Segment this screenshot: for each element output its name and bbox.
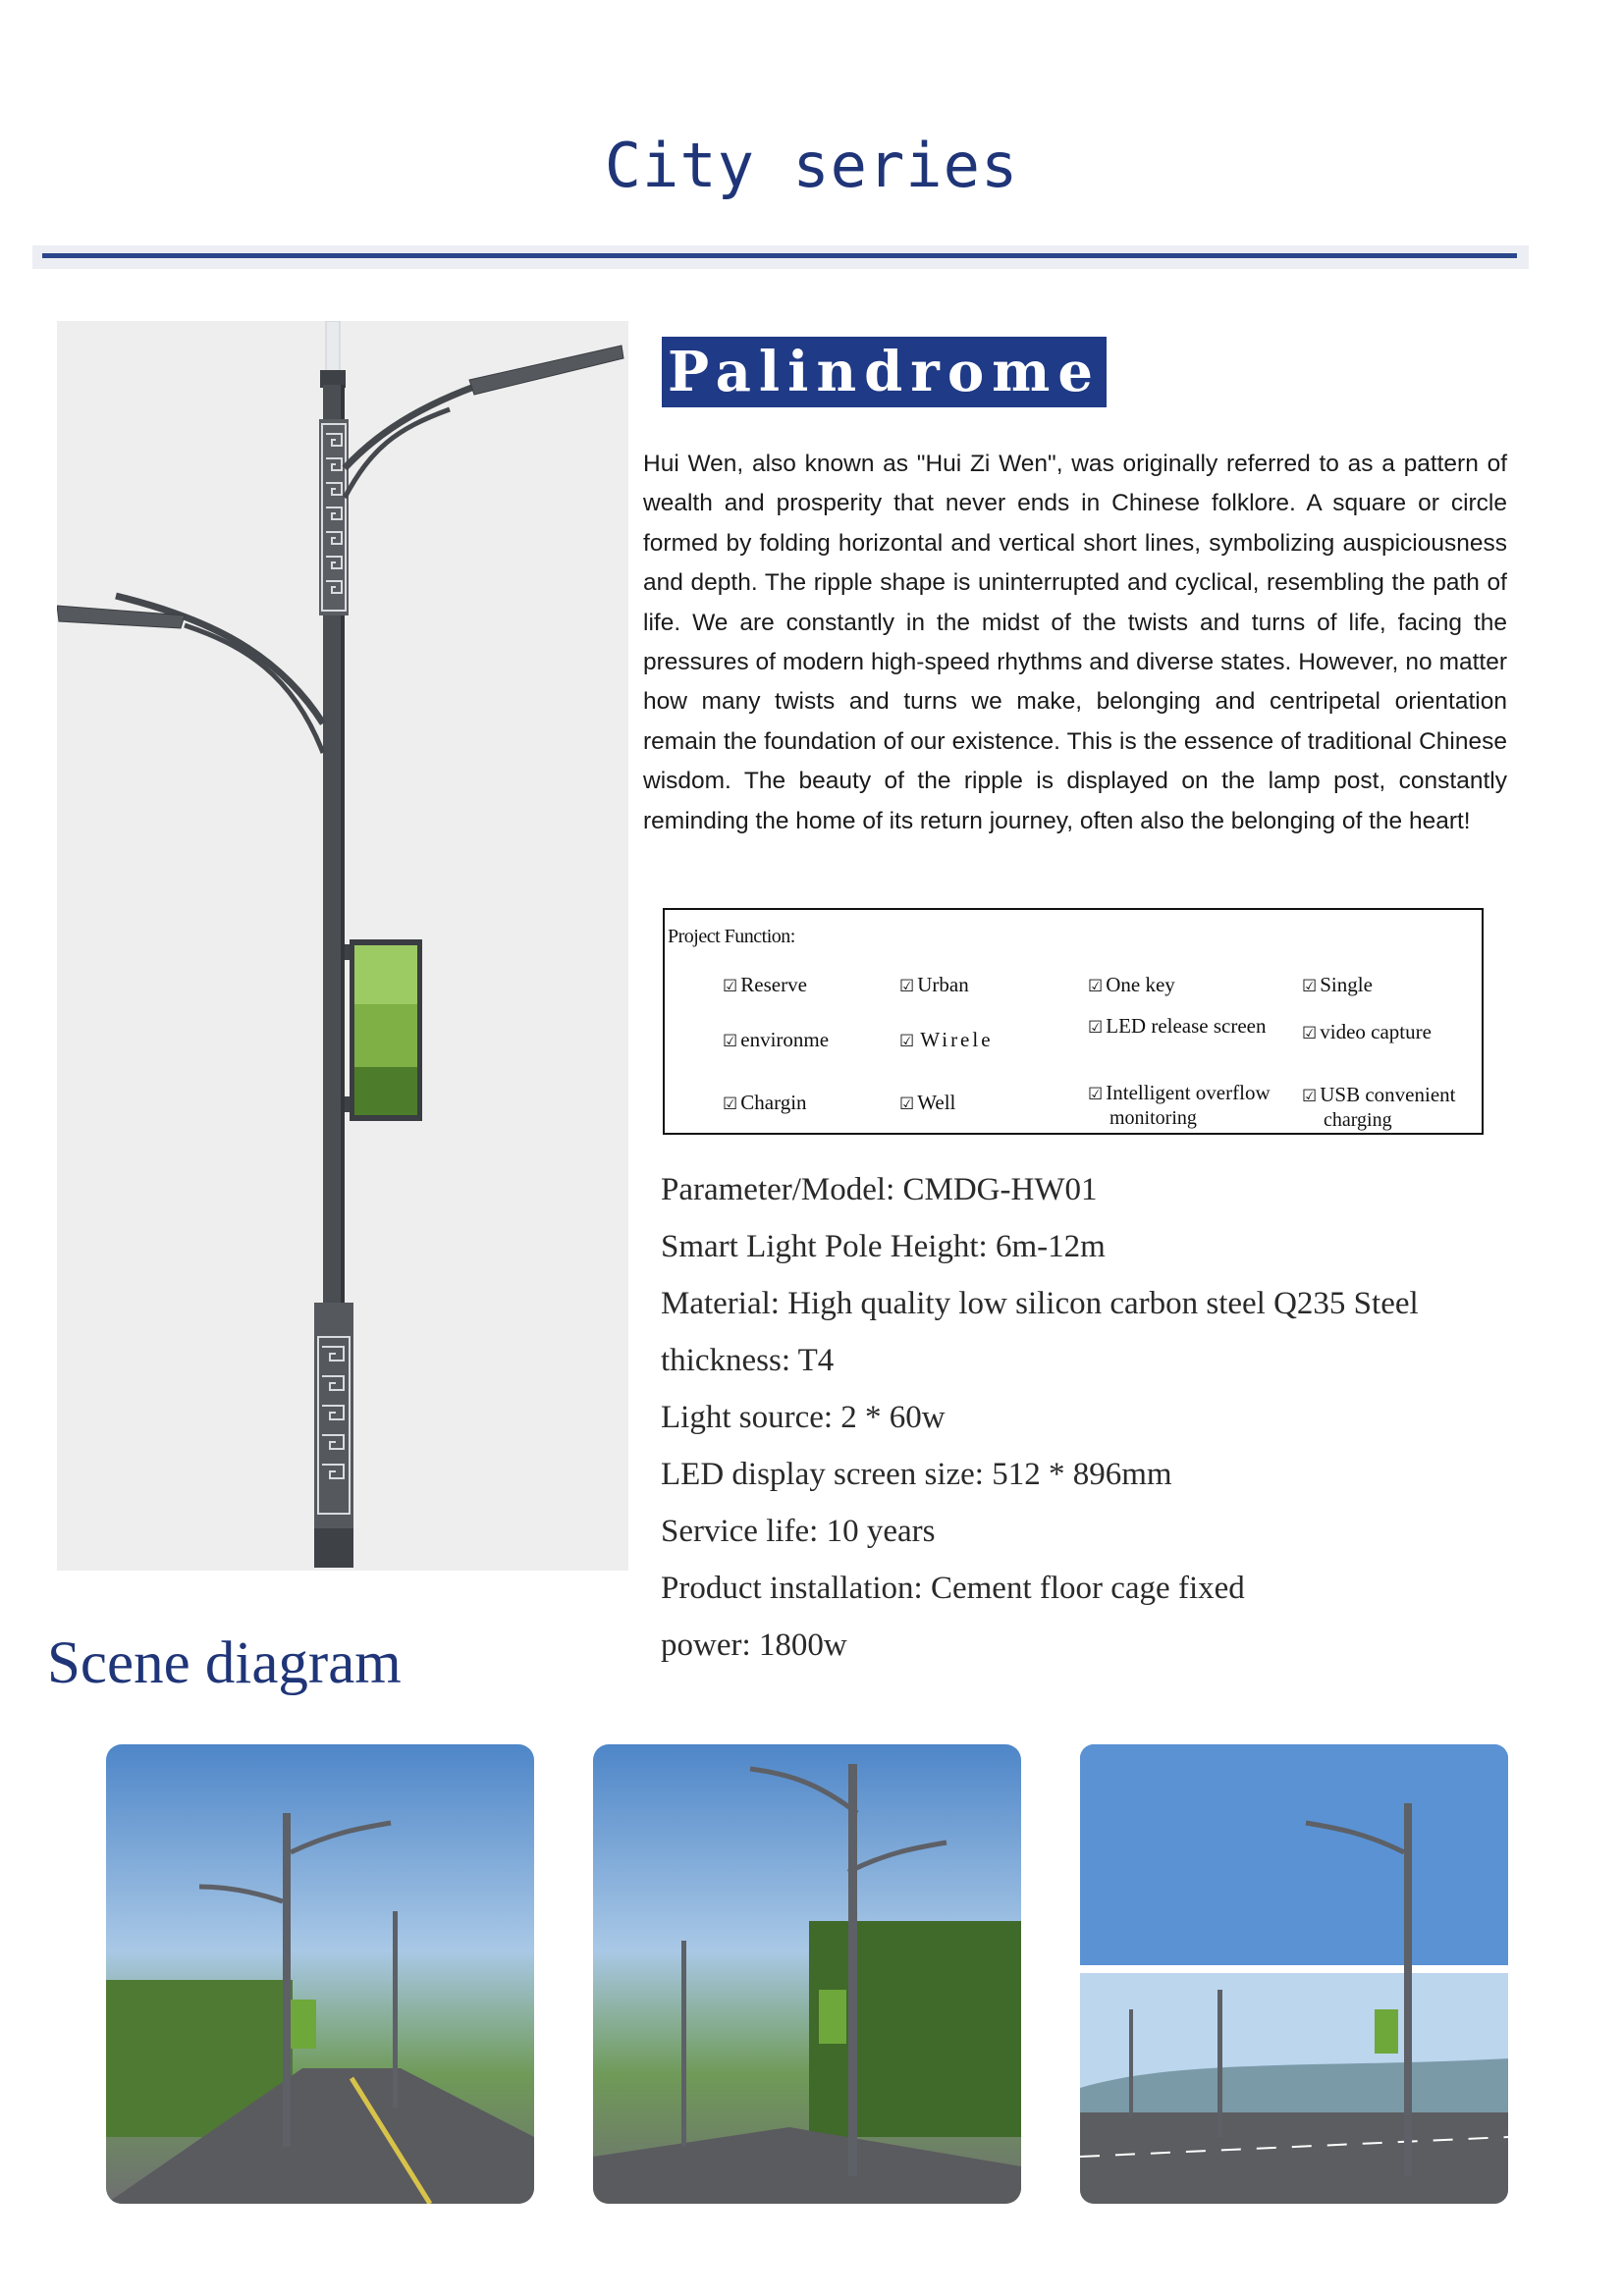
street-scene-illustration <box>106 1744 534 2204</box>
function-item: ☑ Chargin <box>723 1091 807 1114</box>
function-item: ☑ Reserve <box>723 973 807 996</box>
parameter-row: Parameter/Model: CMDG-HW01 <box>661 1172 1098 1207</box>
parameter-row: Light source: 2 * 60w <box>661 1400 946 1435</box>
parameter-row: Service life: 10 years <box>661 1514 936 1549</box>
parameter-row: Product installation: Cement floor cage fixed <box>661 1571 1245 1606</box>
checkbox-checked-icon: ☑ <box>1088 1018 1104 1038</box>
checkbox-checked-icon: ☑ <box>899 1032 918 1051</box>
checkbox-checked-icon: ☑ <box>899 1095 915 1114</box>
scene-photo-1 <box>106 1744 534 2204</box>
parameter-list <box>661 1161 1419 1674</box>
project-function-box <box>663 908 1484 1135</box>
street-scene-illustration <box>593 1744 1021 2204</box>
scene-photo-3 <box>1080 1744 1508 2204</box>
checkbox-checked-icon: ☑ <box>723 1032 738 1051</box>
function-item: ☑ Urban <box>899 973 969 996</box>
function-item: ☑ Well <box>899 1091 956 1114</box>
function-item: ☑ Single <box>1302 973 1373 996</box>
page-title: City series <box>604 130 1019 201</box>
function-item: ☑ USB convenient charging <box>1302 1083 1456 1131</box>
project-function-title: Project Function: <box>668 926 795 947</box>
checkbox-checked-icon: ☑ <box>1302 1087 1318 1106</box>
street-scene-illustration <box>1080 1744 1508 2204</box>
parameter-row: LED display screen size: 512 * 896mm <box>661 1457 1172 1492</box>
light-pole-illustration <box>57 321 628 1571</box>
parameter-row: power: 1800w <box>661 1628 847 1663</box>
product-description: Hui Wen, also known as "Hui Zi Wen", was originally referred to as a pattern of wealth and prosperity that never ends in Chinese folklore. A square or circle formed by folding horizontal and vertical short lines, symbolizing auspiciousness and depth. The ripple shape is uninterrupted and cyclical, resembling the path of life. We are constantly in the midst of the twists and turns of life, facing the pressures of modern high-speed rhythms and diverse states. However, no matter how many twists and turns we make, belonging and centripetal orientation remain the foundation of our existence. This is the essence of traditional Chinese wisdom. The beauty of the ripple is displayed on the lamp post, constantly reminding the home of its return journey, often also the belonging of the heart! <box>643 451 1507 834</box>
scene-diagram-heading: Scene diagram <box>47 1630 402 1696</box>
function-item: ☑ LED release screen <box>1088 1014 1267 1038</box>
product-photo <box>57 321 628 1571</box>
checkbox-checked-icon: ☑ <box>899 977 915 996</box>
checkbox-checked-icon: ☑ <box>1088 1085 1104 1104</box>
product-name-badge: Palindrome <box>662 337 1107 407</box>
function-item: ☑ Wirele <box>899 1028 994 1051</box>
parameter-row: Smart Light Pole Height: 6m-12m <box>661 1229 1106 1264</box>
checkbox-checked-icon: ☑ <box>723 1095 738 1114</box>
function-item: ☑ environme <box>723 1028 830 1051</box>
scene-photo-2 <box>593 1744 1021 2204</box>
parameter-row: thickness: T4 <box>661 1343 835 1378</box>
checkbox-checked-icon: ☑ <box>723 977 738 996</box>
title-divider <box>32 245 1529 269</box>
checkbox-checked-icon: ☑ <box>1302 977 1318 996</box>
checkbox-checked-icon: ☑ <box>1302 1024 1318 1043</box>
function-item: ☑ Intelligent overflow monitoring <box>1088 1081 1271 1129</box>
parameter-row: Material: High quality low silicon carbon steel Q235 Steel <box>661 1286 1419 1321</box>
checkbox-checked-icon: ☑ <box>1088 977 1104 996</box>
function-item: ☑ video capture <box>1302 1020 1432 1043</box>
function-item: ☑ One key <box>1088 973 1175 996</box>
